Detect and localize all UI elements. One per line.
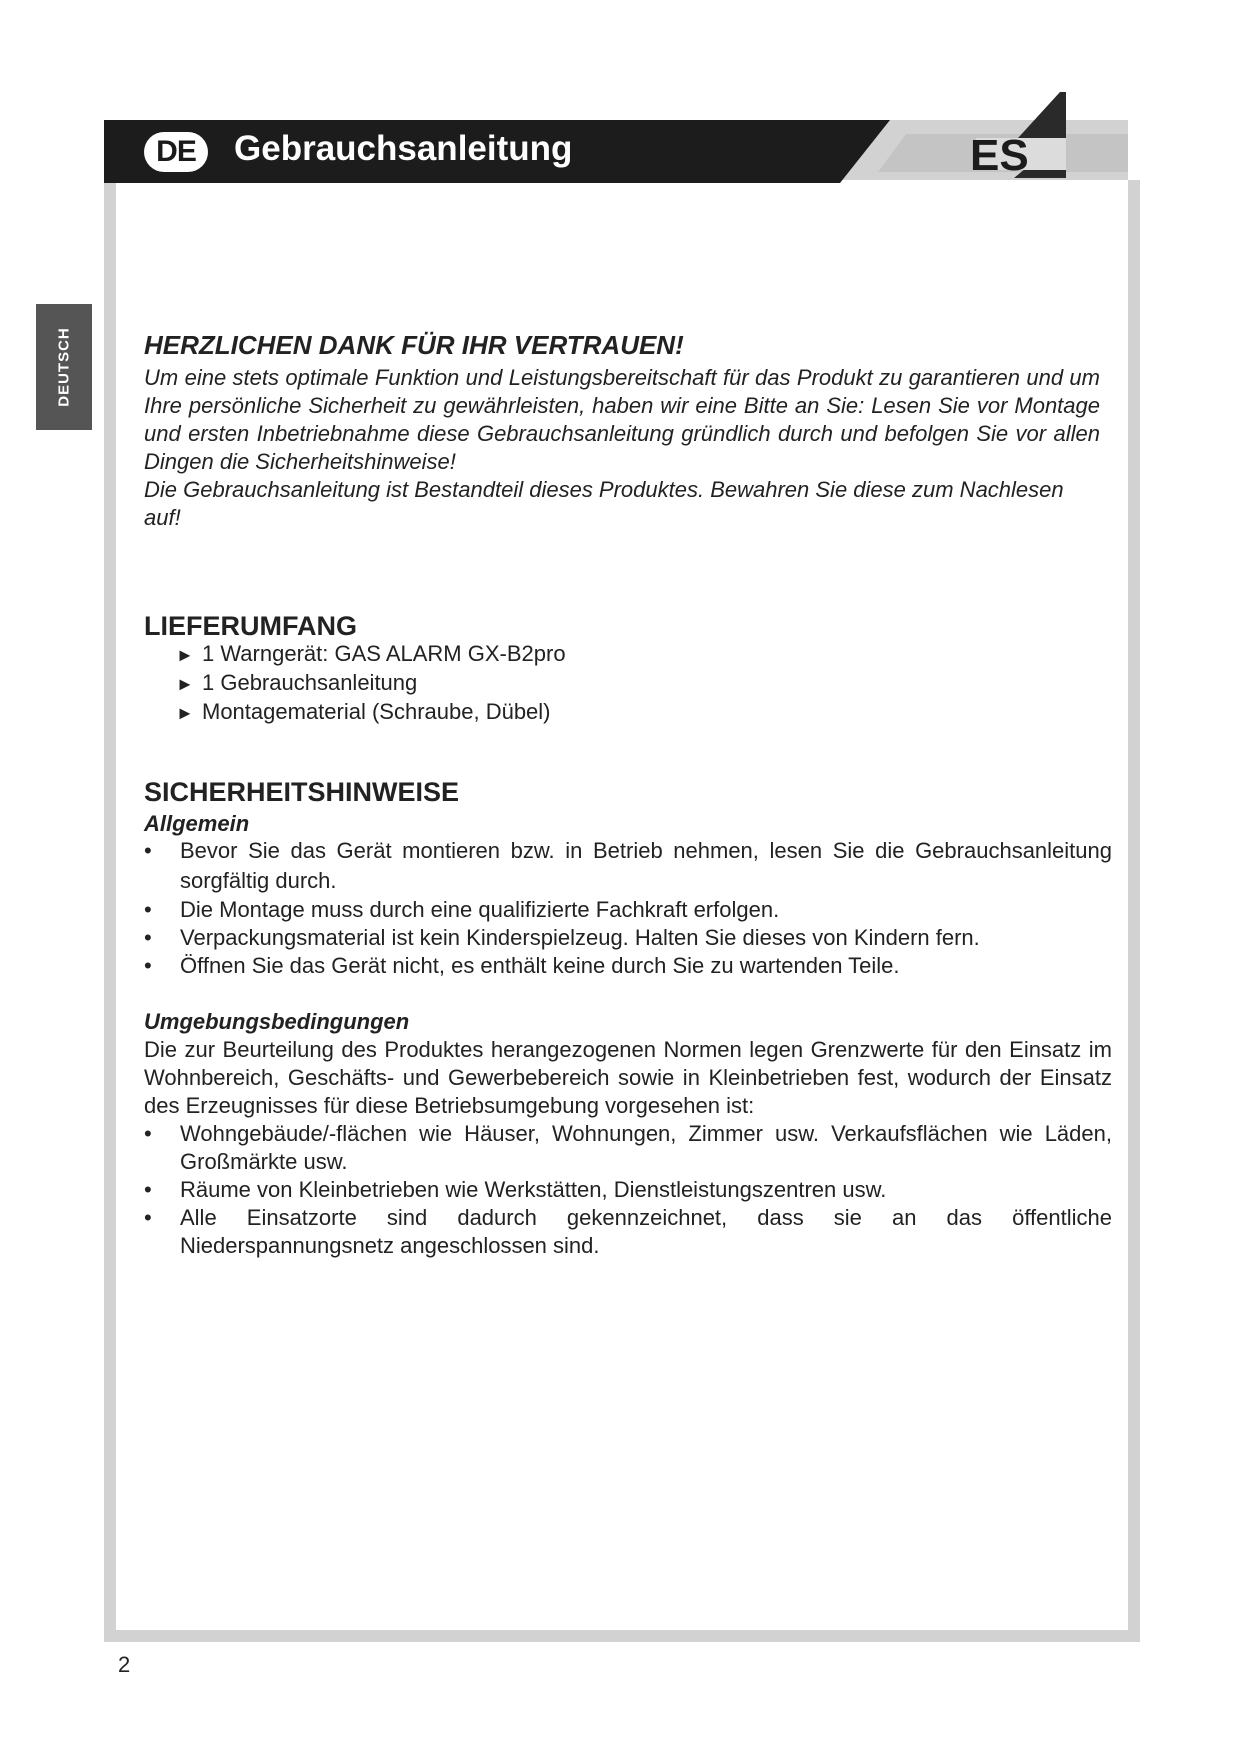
delivery-list [176, 640, 566, 727]
list-item: • Die Montage muss durch eine qualifizierte Fachkraft erfolgen. [144, 897, 780, 922]
language-side-tab-label: DEUTSCH [55, 327, 73, 407]
bullet-icon: • [144, 897, 152, 922]
delivery-heading: LIEFERUMFANG [144, 611, 357, 641]
general-subheading: Allgemein [144, 811, 250, 836]
list-item: ► Montagematerial (Schraube, Dübel) [176, 698, 566, 727]
page-frame-right [1128, 180, 1140, 1642]
list-item: • Öffnen Sie das Gerät nicht, es enthält keine durch Sie zu wartenden Teile. [144, 953, 900, 978]
bullet-icon: • [144, 925, 152, 950]
intro-paragraph-2: Die Gebrauchsanleitung ist Bestandteil dieses Produktes. Bewahren Sie diese zum Nachlesen auf! [144, 477, 1064, 530]
bullet-icon: • [144, 1121, 152, 1146]
list-item: ► 1 Warngerät: GAS ALARM GX-B2pro [176, 640, 566, 669]
bullet-icon: • [144, 1177, 152, 1202]
intro-heading: HERZLICHEN DANK FÜR IHR VERTRAUEN! [144, 330, 684, 360]
list-item: • Verpackungsmaterial ist kein Kinderspielzeug. Halten Sie dieses von Kindern fern. [144, 925, 980, 950]
language-badge: DE [144, 132, 208, 172]
environment-paragraph: Die zur Beurteilung des Produktes herangezogenen Normen legen Grenzwerte für den Einsatz im Wohnbereich, Geschäfts- und Gewerbebereich sowie in Kleinbetrieben fest, wodurch der Einsatz des Erzeugnisses für diese Betriebsumgebung vorgesehen ist: [144, 1037, 1112, 1118]
page-title: Gebrauchsanleitung [234, 129, 573, 168]
list-item: ► 1 Gebrauchsanleitung [176, 669, 566, 698]
arrow-bullet-icon: ► [176, 674, 194, 694]
page-frame-left [104, 180, 116, 1642]
arrow-bullet-icon: ► [176, 703, 194, 723]
page-number: 2 [118, 1652, 131, 1677]
general-list [144, 836, 1112, 980]
list-item: • Wohngebäude/-flächen wie Häuser, Wohnungen, Zimmer usw. Verkaufsflächen wie Läden, Großmärkte usw. [144, 1121, 1112, 1174]
list-item: • Bevor Sie das Gerät montieren bzw. in Betrieb nehmen, lesen Sie die Gebrauchsanleitung sorgfältig durch. [144, 838, 1112, 893]
es-logo-text: ES [970, 131, 1029, 180]
arrow-bullet-icon: ► [176, 645, 194, 665]
list-item: • Räume von Kleinbetrieben wie Werkstätten, Dienstleistungszentren usw. [144, 1177, 887, 1202]
environment-list [144, 1120, 1112, 1260]
environment-subheading: Umgebungsbedingungen [144, 1009, 410, 1034]
bullet-icon: • [144, 838, 152, 863]
safety-heading: SICHERHEITSHINWEISE [144, 777, 460, 807]
intro-text [144, 364, 1100, 532]
es-logo [970, 92, 1066, 180]
intro-paragraph-1: Um eine stets optimale Funktion und Leistungsbereitschaft für das Produkt zu garantieren und um Ihre persönliche Sicherheit zu gewährleisten, haben wir eine Bitte an Sie: Lesen Sie vor Montage und ersten Inbetriebnahme diese Gebrauchsanleitung gründlich durch und befolgen Sie vor allen Dingen die Sicherheitshinweise! [144, 365, 1100, 474]
page-frame-bottom [104, 1630, 1140, 1642]
list-item: • Alle Einsatzorte sind dadurch gekennzeichnet, dass sie an das öffentliche Niederspannungsnetz angeschlossen sind. [144, 1205, 1112, 1258]
bullet-icon: • [144, 953, 152, 978]
bullet-icon: • [144, 1205, 152, 1230]
